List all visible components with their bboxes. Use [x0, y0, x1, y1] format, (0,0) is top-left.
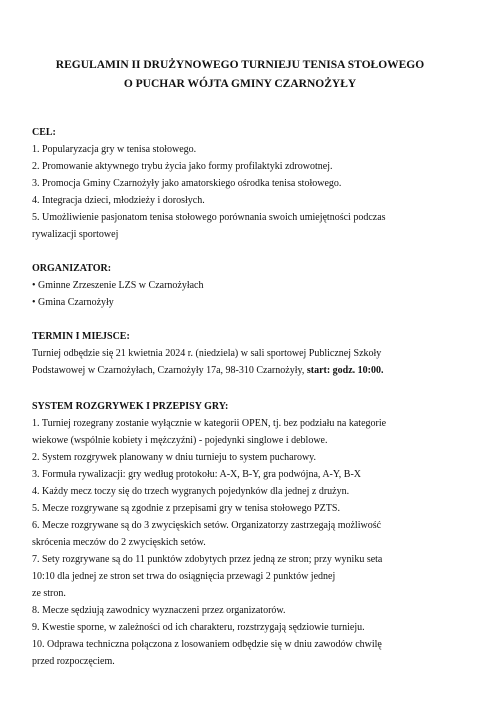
system-item: 9. Kwestie sporne, w zależności od ich charakteru, rozstrzygają sędziowie turnieju. [32, 622, 365, 633]
section-termin [32, 328, 436, 379]
system-item: 7. Sety rozgrywane są do 11 punktów zdobytych przez jedną ze stron; przy wyniku seta [32, 554, 383, 565]
system-item: ze stron. [32, 588, 66, 599]
organizator-heading: ORGANIZATOR: [32, 263, 112, 274]
title-line-2: O PUCHAR WÓJTA GMINY CZARNOŻYŁY [123, 78, 357, 90]
cel-item: 2. Promowanie aktywnego trybu życia jako formy profilaktyki zdrowotnej. [32, 161, 333, 172]
cel-item: rywalizacji sportowej [32, 229, 119, 240]
title-line-1: REGULAMIN II DRUŻYNOWEGO TURNIEJU TENISA STOŁOWEGO [55, 59, 425, 71]
cel-item: 1. Popularyzacja gry w tenisa stołowego. [32, 144, 197, 155]
termin-address: Podstawowej w Czarnożyłach, Czarnożyły 17a, 98-310 Czarnożyły, [32, 365, 305, 376]
section-cel [32, 124, 436, 243]
system-item: 10. Odprawa techniczna połączona z losowaniem odbędzie się w dniu zawodów chwilę [32, 639, 382, 650]
organizator-item: • Gminne Zrzeszenie LZS w Czarnożyłach [32, 280, 204, 291]
system-item: 2. System rozgrywek planowany w dniu turnieju to system pucharowy. [32, 452, 317, 463]
system-heading: SYSTEM ROZGRYWEK I PRZEPISY GRY: [32, 401, 229, 412]
cel-item: 5. Umożliwienie pasjonatom tenisa stołowego porównania swoich umiejętności podczas [32, 212, 386, 223]
system-item: 8. Mecze sędziują zawodnicy wyznaczeni przez organizatorów. [32, 605, 286, 616]
document-title [44, 56, 436, 94]
system-item: 10:10 dla jednej ze stron set trwa do osiągnięcia przewagi 2 punktów jednej [32, 571, 336, 582]
system-item: 3. Formuła rywalizacji: gry według protokołu: A-X, B-Y, gra podwójna, A-Y, B-X [32, 469, 362, 480]
system-item: 6. Mecze rozgrywane są do 3 zwycięskich setów. Organizatorzy zastrzegają możliwość [32, 520, 382, 531]
system-item: 1. Turniej rozegrany zostanie wyłącznie w kategorii OPEN, tj. bez podziału na kategorie [32, 418, 387, 429]
system-item: skrócenia meczów do 2 zwycięskich setów. [32, 537, 206, 548]
cel-item: 4. Integracja dzieci, młodzieży i dorosłych. [32, 195, 205, 206]
system-item: wiekowe (wspólnie kobiety i mężczyźni) - pojedynki singlowe i deblowe. [32, 435, 328, 446]
termin-start-time: start: godz. 10:00. [306, 365, 384, 376]
cel-item: 3. Promocja Gminy Czarnożyły jako amatorskiego ośrodka tenisa stołowego. [32, 178, 342, 189]
system-item: 4. Każdy mecz toczy się do trzech wygranych pojedynków dla jednej z drużyn. [32, 486, 350, 497]
section-system [32, 398, 436, 670]
termin-line: Turniej odbędzie się 21 kwietnia 2024 r. (niedziela) w sali sportowej Publicznej Szkoły [32, 348, 382, 359]
system-item: przed rozpoczęciem. [32, 656, 115, 667]
section-organizator [32, 260, 436, 311]
termin-heading: TERMIN I MIEJSCE: [32, 331, 130, 342]
cel-heading: CEL: [32, 127, 56, 138]
termin-line [32, 362, 436, 379]
organizator-item: • Gmina Czarnożyły [32, 297, 114, 308]
system-item: 5. Mecze rozgrywane są zgodnie z przepisami gry w tenisa stołowego PZTS. [32, 503, 340, 514]
